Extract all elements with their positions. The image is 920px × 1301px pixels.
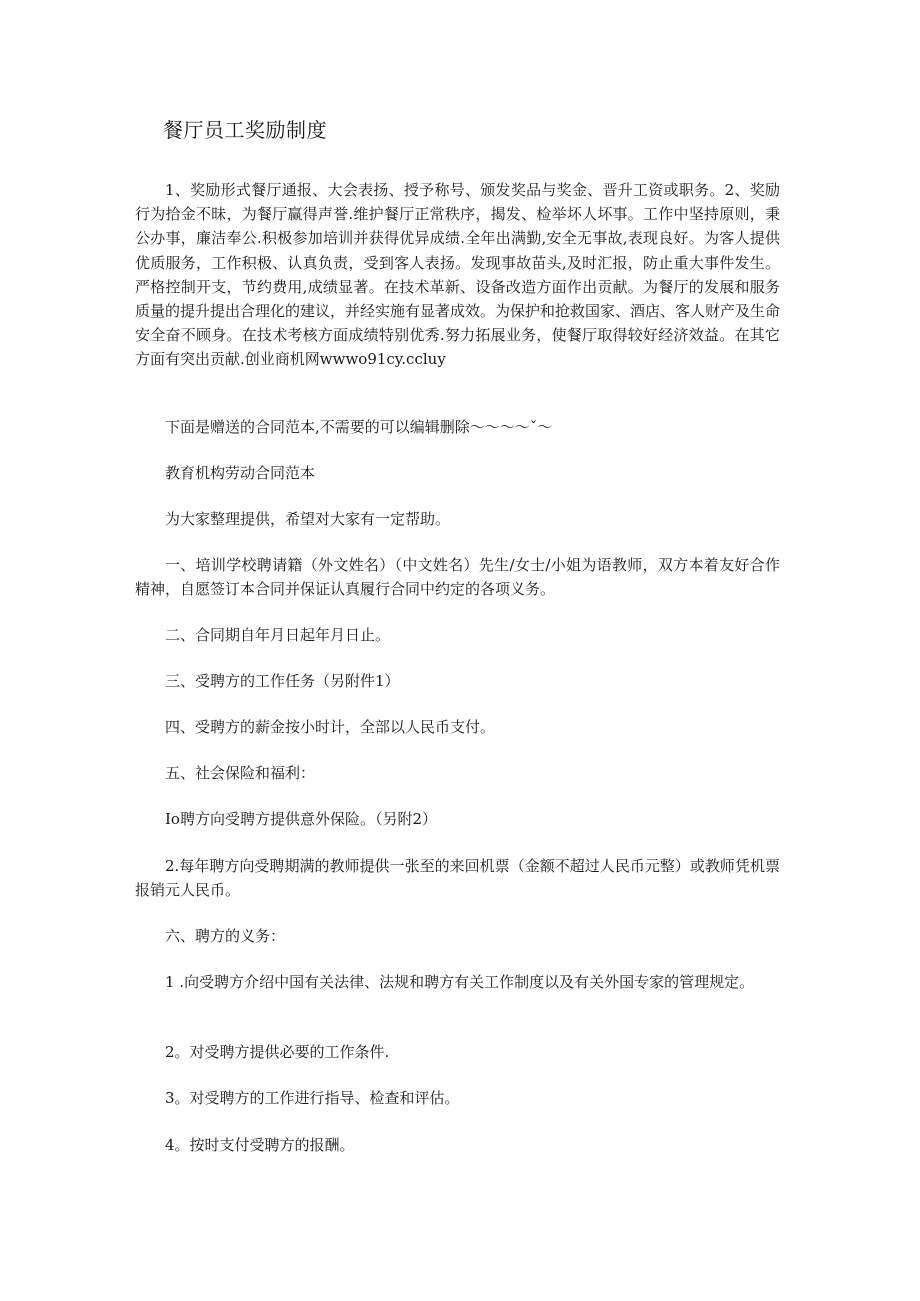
clause-6-item-2: 2。对受聘方提供必要的工作条件. — [165, 1043, 390, 1061]
gift-note: 下面是赠送的合同范本,不需要的可以编辑删除～～～～ˇ～ — [165, 418, 553, 436]
award-paragraph: 1、奖励形式餐厅通报、大会表扬、授予称号、颁发奖品与奖金、晋升工资或职务。2、奖励行为拾金不昧，为餐厅赢得声誉.维护餐厅正常秩序，揭发、检举坏人坏事。工作中坚持原则，秉公办事，廉洁奉公.积极参加培训并获得优异成绩.全年出满勤,安全无事故,表现良好。为客人提供优质服务，工作积极、认真负责，受到客人表扬。发现事故苗头,及时汇报，防止重大事件发生。严格控制开支，节约费用,成绩显著。在技术革新、设备改造方面作出贡献。为餐厅的发展和服务质量的提升提出合理化的建议，并经实施有显著成效。为保护和抢救国家、酒店、客人财产及生命安全奋不顾身。在技术考核方面成绩特别优秀.努力拓展业务，使餐厅取得较好经济效益。在其它方面有突出贡献.创业商机网wwwo91cy.ccluy — [135, 181, 781, 369]
clause-2: 二、合同期自年月日起年月日止。 — [165, 626, 391, 644]
contract-title: 教育机构劳动合同范本 — [165, 464, 316, 482]
document-title: 餐厅员工奖励制度 — [163, 118, 327, 142]
contract-intro: 为大家整理提供，希望对大家有一定帮助。 — [165, 510, 451, 528]
clause-6: 六、聘方的义务： — [165, 927, 286, 945]
clause-6-item-3: 3。对受聘方的工作进行指导、检查和评估。 — [165, 1089, 460, 1107]
clause-5: 五、社会保险和福利： — [165, 764, 316, 782]
clause-6-item-1: 1 .向受聘方介绍中国有关法律、法规和聘方有关工作制度以及有关外国专家的管理规定。 — [165, 973, 755, 991]
clause-6-item-4: 4。按时支付受聘方的报酬。 — [165, 1136, 355, 1154]
clause-3: 三、受聘方的工作任务（另附件1） — [165, 672, 400, 690]
clause-5-item-1: Io聘方向受聘方提供意外保险。（另附2） — [165, 810, 438, 828]
clause-5-item-2: 2.每年聘方向受聘期满的教师提供一张至的来回机票（金额不超过人民币元整）或教师凭机票报销元人民币。 — [135, 857, 780, 899]
clause-1: 一、培训学校聘请籍（外文姓名）（中文姓名）先生/女士/小姐为语教师，双方本着友好合作精神，自愿签订本合同并保证认真履行合同中约定的各项义务。 — [135, 556, 780, 598]
clause-4: 四、受聘方的薪金按小时计，全部以人民币支付。 — [165, 718, 496, 736]
